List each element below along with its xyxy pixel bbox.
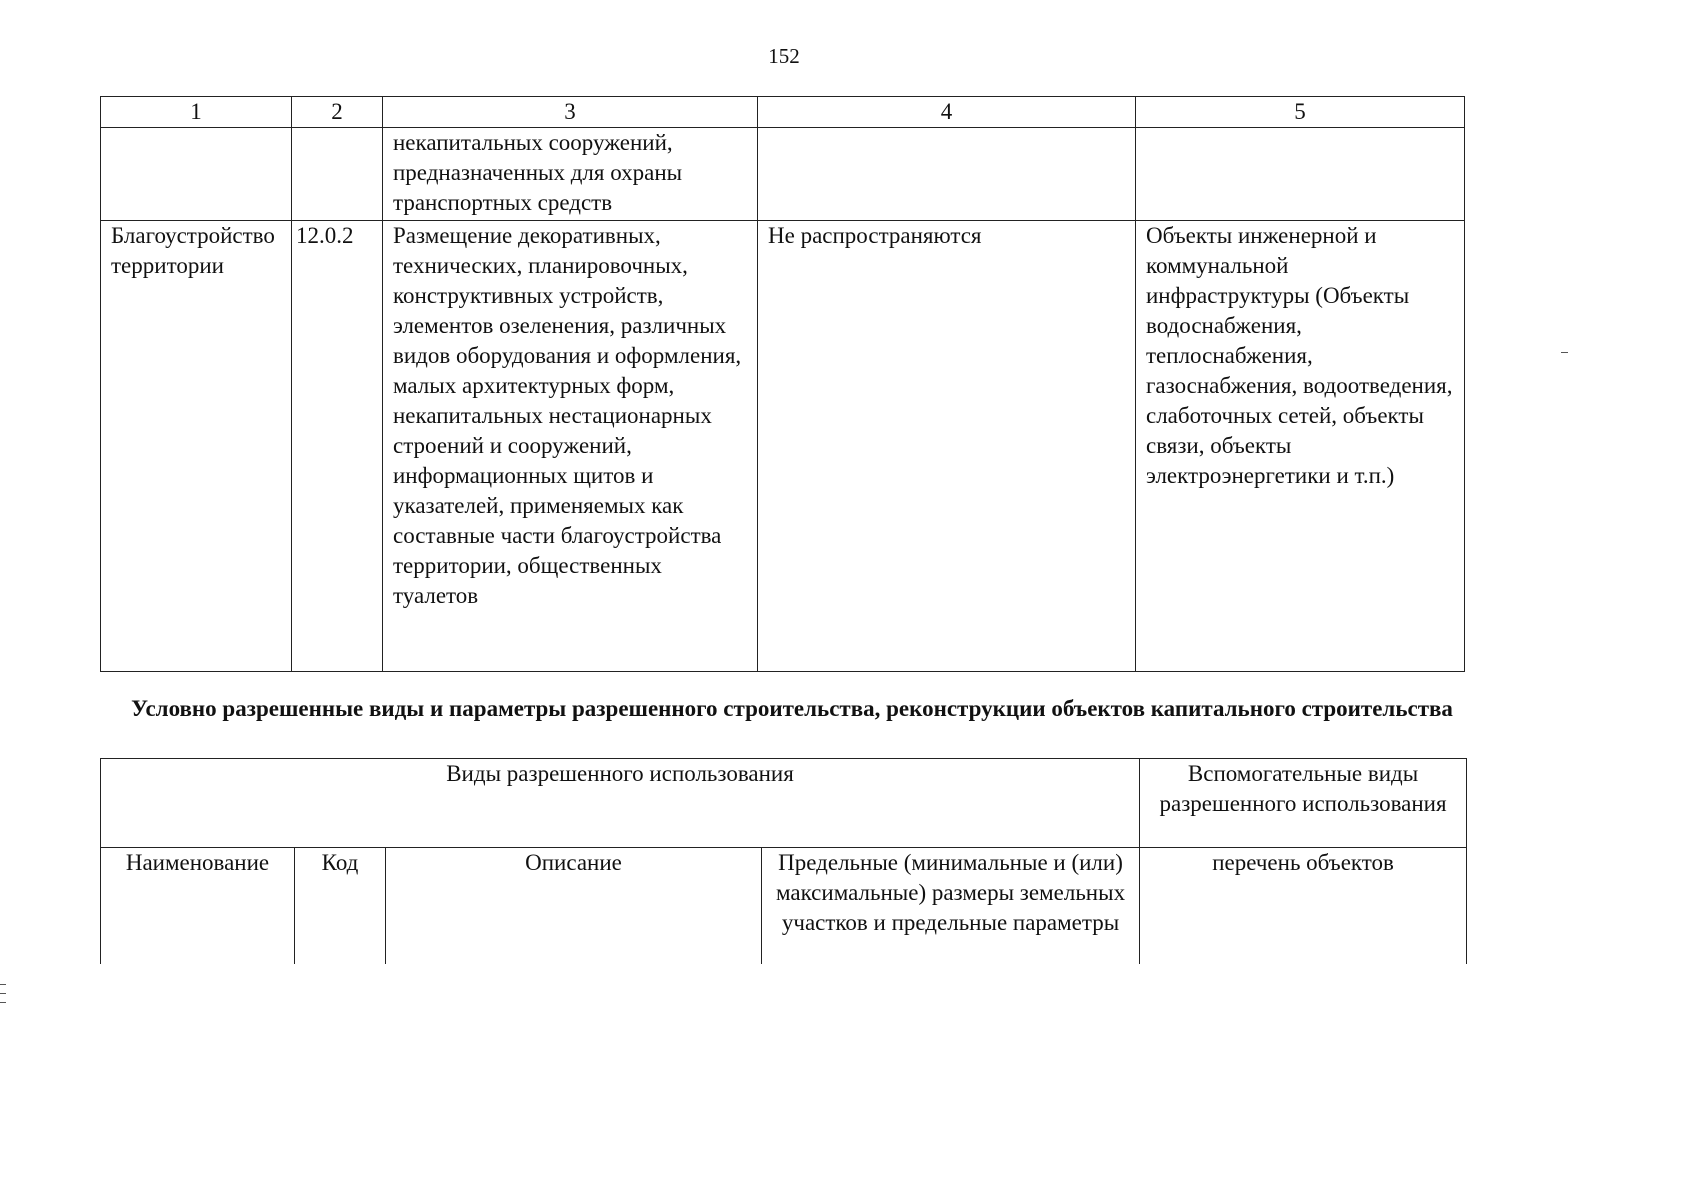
column-number-5: 5 [1136,97,1465,128]
parameters-cell [758,221,1136,672]
name-cell-empty [101,128,292,221]
column-number-1: 1 [101,97,292,128]
column-number-2: 2 [292,97,383,128]
code-column-header: Код [295,848,386,965]
scan-edge-mark [0,993,6,994]
continued-description: некапитальных сооружений, предназначенных для охраны транспортных средств [393,130,683,215]
permitted-uses-group-header: Виды разрешенного использования [101,759,1140,848]
use-auxiliary: Объекты инженерной и коммунальной инфраструктуры (Объекты водоснабжения, теплоснабжения, газоснабжения, водоотведения, слаботочных сетей, объекты связи, объекты электроэнергетики и т.п.) [1146,223,1453,488]
table-row [101,128,1465,221]
auxiliary-cell [1136,221,1465,672]
scan-edge-mark [1561,352,1568,353]
table-header-row [101,759,1467,848]
column-number-4: 4 [758,97,1136,128]
use-code: 12.0.2 [296,223,354,248]
use-description: Размещение декоративных, технических, планировочных, конструктивных устройств, элементов озеленения, различных видов оборудования и оформления, малых архитектурных форм, некапитальных нестационарных строений и сооружений, информационных щитов и указателей, применяемых как составные части благоустройства территории, общественных туалетов [393,223,742,608]
scan-edge-mark [0,1002,6,1003]
description-cell [383,221,758,672]
code-cell [292,221,383,672]
name-column-header: Наименование [101,848,295,965]
auxiliary-uses-header: Вспомогательные виды разрешенного использования [1140,759,1467,848]
description-column-header: Описание [386,848,762,965]
conditional-uses-table [100,758,1467,964]
column-number-3: 3 [383,97,758,128]
use-name: Благоустройство территории [111,223,275,278]
scan-edge-mark [0,984,6,985]
name-cell [101,221,292,672]
table-subheader-row [101,848,1467,965]
use-parameters: Не распространяются [768,223,982,248]
section-title: Условно разрешенные виды и параметры разрешенного строительства, реконструкции объектов капитального строительства [131,696,1453,721]
page-number: 152 [768,44,800,68]
permitted-uses-table-continued [100,96,1465,672]
description-cell [383,128,758,221]
code-cell-empty [292,128,383,221]
table-header-row [101,97,1465,128]
parameters-column-header: Предельные (минимальные и (или) максимальные) размеры земельных участков и предельные параметры [762,848,1140,965]
auxiliary-cell-empty [1136,128,1465,221]
table-row [101,221,1465,672]
auxiliary-list-header: перечень объектов [1140,848,1467,965]
parameters-cell-empty [758,128,1136,221]
